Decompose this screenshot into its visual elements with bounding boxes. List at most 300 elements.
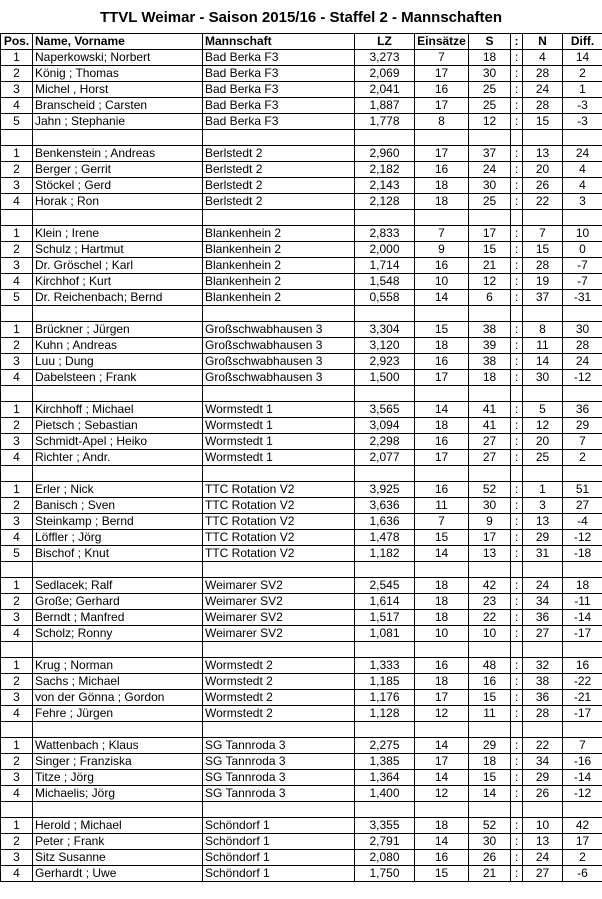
lz-cell: 1,714: [355, 258, 415, 274]
page-title: TTVL Weimar - Saison 2015/16 - Staffel 2 - Mannschaften: [99, 9, 503, 26]
name-cell: Löffler ; Jörg: [33, 530, 203, 546]
n-cell: 34: [523, 754, 563, 770]
diff-cell: -12: [563, 530, 602, 546]
lz-cell: 2,960: [355, 146, 415, 162]
lz-cell: 2,077: [355, 450, 415, 466]
einsaetze-cell: 18: [415, 578, 469, 594]
lz-cell: 2,182: [355, 162, 415, 178]
empty-cell: [33, 386, 203, 402]
pos-cell: 3: [1, 690, 33, 706]
empty-cell: [33, 210, 203, 226]
lz-cell: 1,778: [355, 114, 415, 130]
diff-cell: 2: [563, 450, 602, 466]
empty-cell: [203, 386, 355, 402]
empty-cell: [203, 130, 355, 146]
s-cell: 18: [469, 50, 511, 66]
s-cell: 25: [469, 194, 511, 210]
table-row: [1, 754, 602, 770]
team-cell: SG Tannroda 3: [203, 770, 355, 786]
pos-cell: 3: [1, 82, 33, 98]
empty-cell: [511, 466, 523, 482]
s-cell: 6: [469, 290, 511, 306]
pos-cell: 4: [1, 274, 33, 290]
team-cell: Bad Berka F3: [203, 66, 355, 82]
n-cell: 15: [523, 242, 563, 258]
empty-cell: [469, 386, 511, 402]
empty-cell: [355, 306, 415, 322]
table-row: [1, 658, 602, 674]
n-cell: 26: [523, 786, 563, 802]
diff-cell: 7: [563, 434, 602, 450]
diff-cell: 10: [563, 226, 602, 242]
einsaetze-cell: 16: [415, 354, 469, 370]
s-cell: 24: [469, 162, 511, 178]
table-row: [1, 706, 602, 722]
lz-cell: 3,304: [355, 322, 415, 338]
diff-cell: 3: [563, 194, 602, 210]
pos-cell: 3: [1, 258, 33, 274]
diff-cell: -11: [563, 594, 602, 610]
lz-cell: 2,298: [355, 434, 415, 450]
colon-cell: :: [511, 530, 523, 546]
empty-cell: [203, 210, 355, 226]
diff-cell: 24: [563, 354, 602, 370]
pos-cell: 1: [1, 738, 33, 754]
einsaetze-cell: 17: [415, 146, 469, 162]
einsaetze-cell: 17: [415, 450, 469, 466]
empty-cell: [511, 562, 523, 578]
einsaetze-cell: 10: [415, 626, 469, 642]
n-cell: 29: [523, 530, 563, 546]
empty-cell: [203, 802, 355, 818]
team-cell: Wormstedt 1: [203, 418, 355, 434]
table-row: [1, 114, 602, 130]
s-cell: 17: [469, 226, 511, 242]
n-cell: 13: [523, 834, 563, 850]
empty-cell: [415, 306, 469, 322]
team-cell: Wormstedt 1: [203, 434, 355, 450]
spacer-row: [1, 210, 602, 226]
s-cell: 21: [469, 258, 511, 274]
table-row: [1, 178, 602, 194]
header-s: S: [469, 34, 511, 50]
pos-cell: 4: [1, 530, 33, 546]
colon-cell: :: [511, 434, 523, 450]
table-row: [1, 818, 602, 834]
name-cell: Gerhardt ; Uwe: [33, 866, 203, 882]
n-cell: 14: [523, 354, 563, 370]
pos-cell: 1: [1, 226, 33, 242]
name-cell: Michel , Horst: [33, 82, 203, 98]
einsaetze-cell: 18: [415, 610, 469, 626]
colon-cell: :: [511, 626, 523, 642]
n-cell: 19: [523, 274, 563, 290]
einsaetze-cell: 8: [415, 114, 469, 130]
empty-cell: [523, 642, 563, 658]
table-row: [1, 786, 602, 802]
einsaetze-cell: 17: [415, 98, 469, 114]
n-cell: 12: [523, 418, 563, 434]
name-cell: Singer ; Franziska: [33, 754, 203, 770]
pos-cell: 1: [1, 322, 33, 338]
lz-cell: 1,517: [355, 610, 415, 626]
empty-cell: [563, 210, 602, 226]
s-cell: 22: [469, 610, 511, 626]
lz-cell: 1,128: [355, 706, 415, 722]
empty-cell: [523, 130, 563, 146]
einsaetze-cell: 10: [415, 274, 469, 290]
colon-cell: :: [511, 834, 523, 850]
pos-cell: 3: [1, 770, 33, 786]
s-cell: 10: [469, 626, 511, 642]
name-cell: Luu ; Dung: [33, 354, 203, 370]
diff-cell: -18: [563, 546, 602, 562]
diff-cell: -6: [563, 866, 602, 882]
s-cell: 30: [469, 178, 511, 194]
empty-cell: [33, 130, 203, 146]
n-cell: 30: [523, 370, 563, 386]
s-cell: 13: [469, 546, 511, 562]
einsaetze-cell: 17: [415, 370, 469, 386]
pos-cell: 4: [1, 194, 33, 210]
header-row: [1, 34, 602, 50]
pos-cell: 3: [1, 850, 33, 866]
pos-cell: 2: [1, 338, 33, 354]
name-cell: Kirchhof ; Kurt: [33, 274, 203, 290]
name-cell: Dr. Reichenbach; Bernd: [33, 290, 203, 306]
name-cell: Richter ; Andr.: [33, 450, 203, 466]
team-cell: SG Tannroda 3: [203, 738, 355, 754]
table-row: [1, 146, 602, 162]
einsaetze-cell: 16: [415, 258, 469, 274]
colon-cell: :: [511, 850, 523, 866]
einsaetze-cell: 14: [415, 834, 469, 850]
diff-cell: -12: [563, 370, 602, 386]
empty-cell: [203, 722, 355, 738]
n-cell: 27: [523, 866, 563, 882]
header-diff: Diff.: [563, 34, 602, 50]
s-cell: 38: [469, 354, 511, 370]
n-cell: 11: [523, 338, 563, 354]
table-row: [1, 674, 602, 690]
pos-cell: 4: [1, 450, 33, 466]
name-cell: Scholz; Ronny: [33, 626, 203, 642]
pos-cell: 2: [1, 674, 33, 690]
empty-cell: [563, 802, 602, 818]
s-cell: 41: [469, 418, 511, 434]
colon-cell: :: [511, 754, 523, 770]
colon-cell: :: [511, 354, 523, 370]
einsaetze-cell: 7: [415, 50, 469, 66]
lz-cell: 1,400: [355, 786, 415, 802]
n-cell: 26: [523, 178, 563, 194]
n-cell: 27: [523, 626, 563, 642]
empty-cell: [523, 562, 563, 578]
empty-cell: [523, 306, 563, 322]
empty-cell: [1, 306, 33, 322]
colon-cell: :: [511, 178, 523, 194]
header-name: Name, Vorname: [33, 34, 203, 50]
empty-cell: [563, 642, 602, 658]
team-cell: Blankenhein 2: [203, 274, 355, 290]
pos-cell: 4: [1, 706, 33, 722]
einsaetze-cell: 16: [415, 434, 469, 450]
s-cell: 37: [469, 146, 511, 162]
table-row: [1, 498, 602, 514]
pos-cell: 4: [1, 626, 33, 642]
pos-cell: 1: [1, 578, 33, 594]
table-row: [1, 850, 602, 866]
colon-cell: :: [511, 242, 523, 258]
s-cell: 52: [469, 818, 511, 834]
name-cell: Sitz Susanne: [33, 850, 203, 866]
diff-cell: 7: [563, 738, 602, 754]
header-lz: LZ: [355, 34, 415, 50]
lz-cell: 1,081: [355, 626, 415, 642]
diff-cell: 51: [563, 482, 602, 498]
spacer-row: [1, 642, 602, 658]
diff-cell: -7: [563, 274, 602, 290]
einsaetze-cell: 16: [415, 850, 469, 866]
table-row: [1, 450, 602, 466]
name-cell: Krug ; Norman: [33, 658, 203, 674]
results-table: [0, 33, 602, 882]
table-row: [1, 530, 602, 546]
diff-cell: 17: [563, 834, 602, 850]
empty-cell: [563, 466, 602, 482]
empty-cell: [203, 642, 355, 658]
diff-cell: -17: [563, 626, 602, 642]
colon-cell: :: [511, 274, 523, 290]
einsaetze-cell: 14: [415, 546, 469, 562]
team-cell: Weimarer SV2: [203, 626, 355, 642]
n-cell: 3: [523, 498, 563, 514]
pos-cell: 2: [1, 498, 33, 514]
empty-cell: [511, 722, 523, 738]
table-row: [1, 274, 602, 290]
pos-cell: 1: [1, 146, 33, 162]
colon-cell: :: [511, 514, 523, 530]
team-cell: Bad Berka F3: [203, 82, 355, 98]
n-cell: 10: [523, 818, 563, 834]
n-cell: 7: [523, 226, 563, 242]
lz-cell: 3,636: [355, 498, 415, 514]
colon-cell: :: [511, 258, 523, 274]
pos-cell: 2: [1, 162, 33, 178]
pos-cell: 1: [1, 482, 33, 498]
n-cell: 13: [523, 146, 563, 162]
table-row: [1, 370, 602, 386]
name-cell: Kuhn ; Andreas: [33, 338, 203, 354]
s-cell: 41: [469, 402, 511, 418]
empty-cell: [1, 802, 33, 818]
n-cell: 22: [523, 738, 563, 754]
lz-cell: 2,143: [355, 178, 415, 194]
empty-cell: [469, 306, 511, 322]
colon-cell: :: [511, 450, 523, 466]
spacer-row: [1, 306, 602, 322]
table-row: [1, 690, 602, 706]
spacer-row: [1, 386, 602, 402]
table-row: [1, 546, 602, 562]
s-cell: 17: [469, 530, 511, 546]
s-cell: 21: [469, 866, 511, 882]
name-cell: Steinkamp ; Bernd: [33, 514, 203, 530]
team-cell: Bad Berka F3: [203, 98, 355, 114]
n-cell: 28: [523, 98, 563, 114]
diff-cell: 14: [563, 50, 602, 66]
spacer-row: [1, 722, 602, 738]
name-cell: Bischof ; Knut: [33, 546, 203, 562]
empty-cell: [355, 386, 415, 402]
colon-cell: :: [511, 162, 523, 178]
n-cell: 28: [523, 258, 563, 274]
colon-cell: :: [511, 50, 523, 66]
colon-cell: :: [511, 706, 523, 722]
table-row: [1, 290, 602, 306]
team-cell: Bad Berka F3: [203, 50, 355, 66]
s-cell: 18: [469, 370, 511, 386]
team-cell: TTC Rotation V2: [203, 514, 355, 530]
einsaetze-cell: 14: [415, 290, 469, 306]
team-cell: Großschwabhausen 3: [203, 354, 355, 370]
team-cell: Berlstedt 2: [203, 146, 355, 162]
table-row: [1, 594, 602, 610]
colon-cell: :: [511, 66, 523, 82]
diff-cell: 30: [563, 322, 602, 338]
empty-cell: [523, 210, 563, 226]
name-cell: Michaelis; Jörg: [33, 786, 203, 802]
empty-cell: [355, 466, 415, 482]
team-cell: TTC Rotation V2: [203, 498, 355, 514]
einsaetze-cell: 7: [415, 514, 469, 530]
empty-cell: [415, 722, 469, 738]
header-team: Mannschaft: [203, 34, 355, 50]
lz-cell: 2,069: [355, 66, 415, 82]
team-cell: Blankenhein 2: [203, 242, 355, 258]
einsaetze-cell: 14: [415, 402, 469, 418]
team-cell: Schöndorf 1: [203, 866, 355, 882]
name-cell: Benkenstein ; Andreas: [33, 146, 203, 162]
s-cell: 42: [469, 578, 511, 594]
colon-cell: :: [511, 322, 523, 338]
name-cell: Pietsch ; Sebastian: [33, 418, 203, 434]
team-cell: SG Tannroda 3: [203, 754, 355, 770]
table-row: [1, 610, 602, 626]
empty-cell: [355, 130, 415, 146]
table-row: [1, 322, 602, 338]
lz-cell: 2,545: [355, 578, 415, 594]
empty-cell: [523, 466, 563, 482]
s-cell: 30: [469, 66, 511, 82]
pos-cell: 1: [1, 50, 33, 66]
spacer-row: [1, 130, 602, 146]
name-cell: Berger ; Gerrit: [33, 162, 203, 178]
header-einsaetze: Einsätze: [415, 34, 469, 50]
s-cell: 30: [469, 498, 511, 514]
name-cell: Banisch ; Sven: [33, 498, 203, 514]
pos-cell: 4: [1, 866, 33, 882]
team-cell: SG Tannroda 3: [203, 786, 355, 802]
n-cell: 38: [523, 674, 563, 690]
team-cell: Wormstedt 2: [203, 690, 355, 706]
empty-cell: [1, 210, 33, 226]
empty-cell: [1, 642, 33, 658]
colon-cell: :: [511, 482, 523, 498]
lz-cell: 2,275: [355, 738, 415, 754]
einsaetze-cell: 16: [415, 82, 469, 98]
pos-cell: 5: [1, 290, 33, 306]
s-cell: 52: [469, 482, 511, 498]
n-cell: 24: [523, 578, 563, 594]
empty-cell: [415, 802, 469, 818]
diff-cell: -12: [563, 786, 602, 802]
empty-cell: [563, 722, 602, 738]
einsaetze-cell: 12: [415, 786, 469, 802]
team-cell: Schöndorf 1: [203, 850, 355, 866]
empty-cell: [33, 722, 203, 738]
header-n: N: [523, 34, 563, 50]
table-row: [1, 258, 602, 274]
table-row: [1, 226, 602, 242]
colon-cell: :: [511, 82, 523, 98]
s-cell: 39: [469, 338, 511, 354]
empty-cell: [415, 562, 469, 578]
einsaetze-cell: 7: [415, 226, 469, 242]
name-cell: von der Gönna ; Gordon: [33, 690, 203, 706]
name-cell: Jahn ; Stephanie: [33, 114, 203, 130]
name-cell: Stöckel ; Gerd: [33, 178, 203, 194]
diff-cell: -16: [563, 754, 602, 770]
table-row: [1, 418, 602, 434]
empty-cell: [469, 466, 511, 482]
empty-cell: [511, 802, 523, 818]
empty-cell: [511, 306, 523, 322]
n-cell: 24: [523, 850, 563, 866]
n-cell: 13: [523, 514, 563, 530]
einsaetze-cell: 17: [415, 754, 469, 770]
name-cell: Klein ; Irene: [33, 226, 203, 242]
s-cell: 18: [469, 754, 511, 770]
empty-cell: [415, 466, 469, 482]
n-cell: 5: [523, 402, 563, 418]
team-cell: Bad Berka F3: [203, 114, 355, 130]
team-cell: Schöndorf 1: [203, 818, 355, 834]
lz-cell: 1,548: [355, 274, 415, 290]
empty-cell: [415, 642, 469, 658]
einsaetze-cell: 18: [415, 818, 469, 834]
pos-cell: 1: [1, 402, 33, 418]
empty-cell: [563, 562, 602, 578]
name-cell: Erler ; Nick: [33, 482, 203, 498]
einsaetze-cell: 9: [415, 242, 469, 258]
n-cell: 4: [523, 50, 563, 66]
colon-cell: :: [511, 226, 523, 242]
table-row: [1, 66, 602, 82]
s-cell: 30: [469, 834, 511, 850]
diff-cell: 27: [563, 498, 602, 514]
s-cell: 26: [469, 850, 511, 866]
s-cell: 25: [469, 82, 511, 98]
s-cell: 48: [469, 658, 511, 674]
name-cell: Herold ; Michael: [33, 818, 203, 834]
einsaetze-cell: 12: [415, 706, 469, 722]
table-row: [1, 770, 602, 786]
colon-cell: :: [511, 338, 523, 354]
empty-cell: [33, 306, 203, 322]
colon-cell: :: [511, 674, 523, 690]
n-cell: 20: [523, 162, 563, 178]
